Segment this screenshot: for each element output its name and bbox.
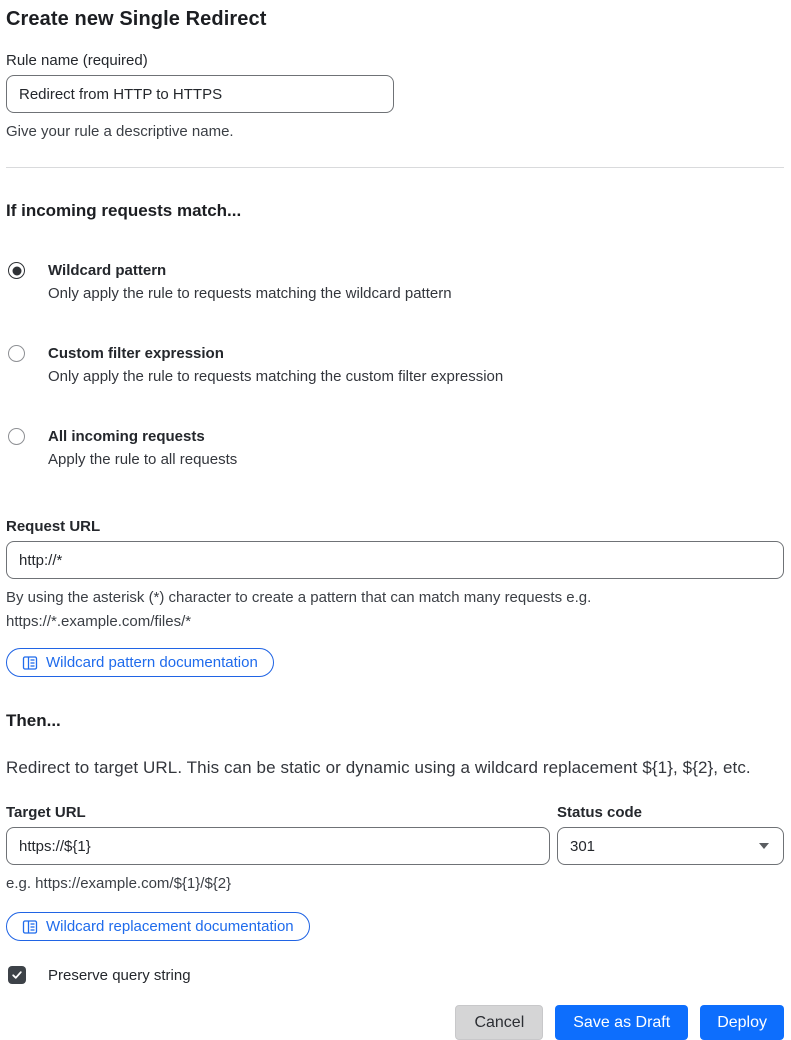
open-book-icon bbox=[22, 919, 38, 935]
radio-label: Custom filter expression bbox=[48, 345, 224, 362]
preserve-query-string-label: Preserve query string bbox=[48, 966, 191, 984]
save-as-draft-button[interactable]: Save as Draft bbox=[555, 1005, 688, 1040]
rule-name-help: Give your rule a descriptive name. bbox=[6, 123, 234, 140]
checkbox-checked[interactable] bbox=[8, 966, 26, 984]
request-url-input[interactable] bbox=[6, 541, 784, 579]
open-book-icon bbox=[22, 655, 38, 671]
request-url-label: Request URL bbox=[6, 518, 101, 535]
request-url-help-line2: https://*.example.com/files/* bbox=[6, 613, 192, 630]
section-divider bbox=[6, 167, 784, 168]
radio-description: Only apply the rule to requests matching the wildcard pattern bbox=[48, 285, 452, 302]
preserve-query-string-row[interactable] bbox=[6, 966, 784, 984]
radio-option-wildcard-pattern[interactable] bbox=[6, 260, 784, 306]
then-section-heading: Then... bbox=[6, 711, 61, 730]
cancel-button[interactable]: Cancel bbox=[455, 1005, 543, 1040]
status-code-label: Status code bbox=[557, 804, 643, 821]
match-section-heading: If incoming requests match... bbox=[6, 201, 242, 220]
status-code-select[interactable] bbox=[557, 827, 784, 865]
radio-option-custom-filter-expression[interactable] bbox=[6, 343, 784, 389]
then-section-description: Redirect to target URL. This can be static or dynamic using a wildcard replacement ${1}, ${2}, etc. bbox=[6, 758, 751, 777]
form-footer bbox=[6, 1005, 784, 1040]
radio-label: Wildcard pattern bbox=[48, 262, 167, 279]
check-icon bbox=[11, 969, 23, 981]
target-url-help: e.g. https://example.com/${1}/${2} bbox=[6, 875, 232, 892]
radio-label: All incoming requests bbox=[48, 428, 205, 445]
target-url-label: Target URL bbox=[6, 804, 86, 821]
request-url-help-line1: By using the asterisk (*) character to create a pattern that can match many requests e.g. bbox=[6, 589, 592, 606]
radio-option-all-incoming-requests[interactable] bbox=[6, 426, 784, 472]
radio-description: Only apply the rule to requests matching the custom filter expression bbox=[48, 368, 504, 385]
match-type-radio-group bbox=[6, 260, 784, 472]
radio-button[interactable] bbox=[8, 345, 25, 362]
status-code-selected-value: 301 bbox=[570, 837, 596, 855]
wildcard-replacement-docs-button[interactable] bbox=[6, 912, 310, 941]
target-url-status-row bbox=[6, 804, 784, 865]
rule-name-input[interactable] bbox=[6, 75, 394, 113]
wildcard-pattern-docs-button[interactable] bbox=[6, 648, 274, 677]
radio-button-selected[interactable] bbox=[8, 262, 25, 279]
page-title: Create new Single Redirect bbox=[6, 8, 267, 30]
doc-button-label: Wildcard replacement documentation bbox=[46, 918, 294, 935]
radio-button[interactable] bbox=[8, 428, 25, 445]
request-url-help bbox=[6, 586, 784, 634]
deploy-button[interactable]: Deploy bbox=[700, 1005, 784, 1040]
target-url-input[interactable] bbox=[6, 827, 550, 865]
rule-name-label: Rule name (required) bbox=[6, 52, 148, 69]
radio-description: Apply the rule to all requests bbox=[48, 451, 238, 468]
chevron-down-icon bbox=[759, 843, 769, 849]
doc-button-label: Wildcard pattern documentation bbox=[46, 654, 258, 671]
